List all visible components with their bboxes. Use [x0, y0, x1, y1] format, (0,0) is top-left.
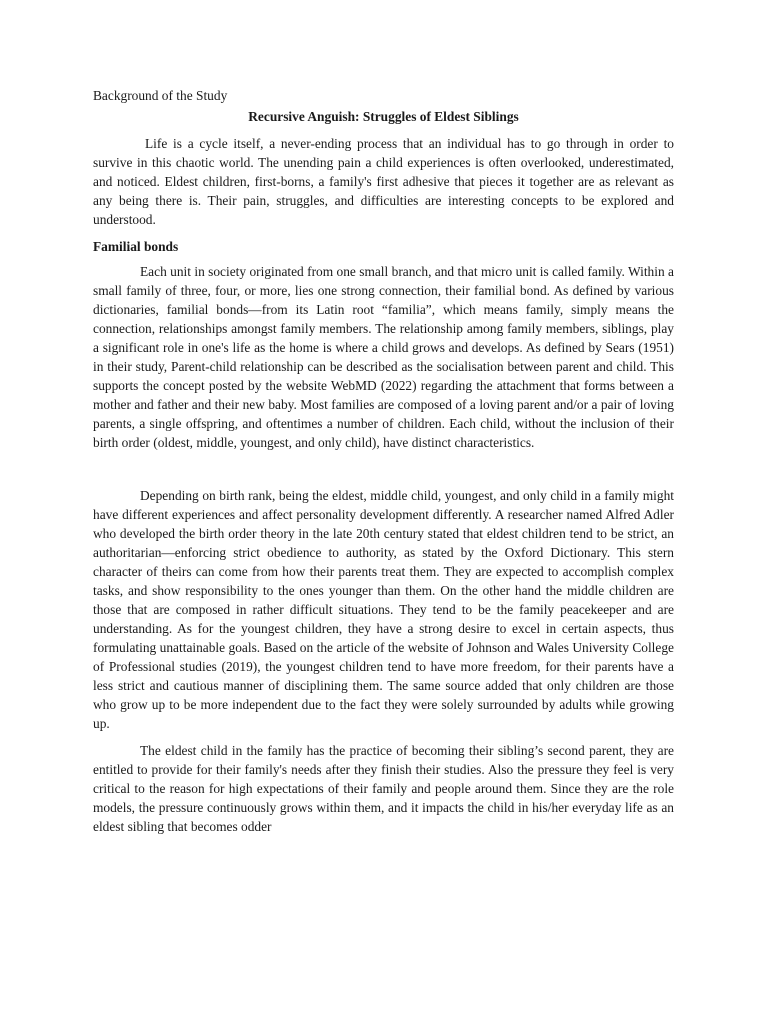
paragraph-gap [93, 460, 674, 486]
document-page [93, 86, 674, 844]
eldest-child-paragraph: The eldest child in the family has the practice of becoming their sibling’s second parent, they are entitled to provide for their family's needs after they finish their studies. Also the pressure they feel is very critical to the reason for high expectations of their family and people around them. Since they are the role models, the pressure continuously grows within them, and it impacts the child in his/her everyday life as an eldest sibling that becomes odder [93, 743, 674, 834]
familial-bonds-paragraph: Each unit in society originated from one small branch, and that micro unit is called family. Within a small family of three, four, or more, lies one strong connection, their familial bond. As defined by various dictionaries, familial bonds—from its Latin root “familia”, which means family, simply means the connection, relationships amongst family members. The relationship among family members, siblings, play a significant role in one's life as the home is where a child grows and develops. As defined by Sears (1951) in their study, Parent-child relationship can be described as the socialisation between parent and child. This supports the concept posted by the website WebMD (2022) regarding the attachment that forms between a mother and father and their new baby. Most families are composed of a loving parent and/or a pair of loving parents, a single offspring, and oftentimes a number of children. Each child, without the inclusion of their birth order (oldest, middle, youngest, and only child), have distinct characteristics. [93, 264, 674, 450]
section-label: Background of the Study [93, 88, 228, 103]
document-title: Recursive Anguish: Struggles of Eldest Siblings [248, 109, 519, 124]
intro-paragraph: Life is a cycle itself, a never-ending process that an individual has to go through in order to survive in this chaotic world. The unending pain a child experiences is often overlooked, underestimated, and noticed. Eldest children, first-borns, a family's first adhesive that pieces it together are as relevant as any being there is. Their pain, struggles, and difficulties are interesting concepts to be explored and understood. [93, 136, 674, 227]
birth-order-paragraph: Depending on birth rank, being the eldest, middle child, youngest, and only child in a family might have different experiences and affect personality development differently. A researcher named Alfred Adler who developed the birth order theory in the late 20th century stated that eldest children tend to be strict, an authoritarian—enforcing strict obedience to authority, as stated by the Oxford Dictionary. This stern character of theirs can come from how their parents treat them. They are expected to accomplish complex tasks, and show responsibility to the ones younger than them. On the other hand the middle children are those that are composed in rather difficult situations. They tend to be the family peacekeeper and are understanding. As for the youngest children, they have a strong desire to excel in certain aspects, thus formulating unattainable goals. Based on the article of the website of Johnson and Wales University College of Professional studies (2019), the youngest children tend to have more freedom, for their parents have a less strict and cautious manner of disciplining them. The same source added that only children are those who grow up to be more independent due to the fact they were solely surrounded by adults while growing up. [93, 488, 674, 731]
heading-familial-bonds: Familial bonds [93, 239, 179, 254]
